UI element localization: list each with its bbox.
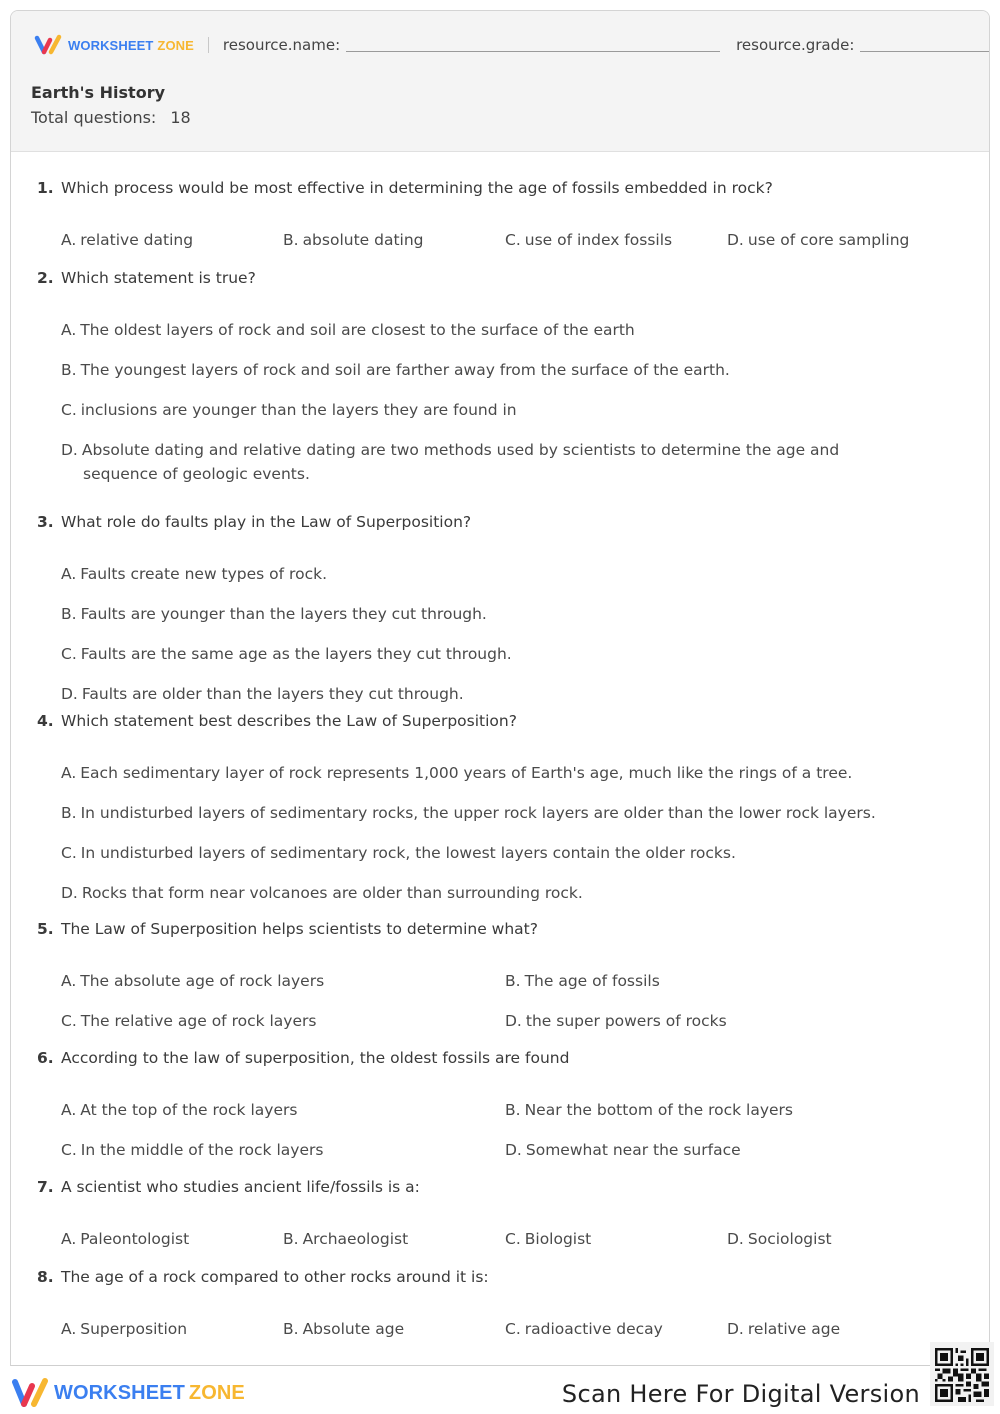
option-letter: C. [61,645,77,663]
option-letter: A. [61,1320,77,1338]
answer-option-c[interactable] [61,1009,316,1033]
answer-option-d[interactable] [505,1009,727,1033]
question-stem [37,1175,977,1199]
answer-option-b[interactable] [61,801,881,825]
question-4 [37,709,977,902]
option-text: the super powers of rocks [525,1012,727,1030]
option-letter: D. [61,884,78,902]
answer-option-b[interactable] [283,1317,404,1341]
answer-option-c[interactable] [505,228,672,252]
question-text: The age of a rock compared to other rocks around it is: [61,1268,489,1286]
answer-option-d[interactable] [727,1227,832,1251]
answer-option-a[interactable] [61,1227,189,1251]
option-letter: B. [61,605,77,623]
question-number: 4. [37,712,54,730]
option-text: In undisturbed layers of sedimentary rock, the lowest layers contain the older rocks. [80,844,736,862]
answer-option-c[interactable] [61,398,881,422]
option-letter: D. [727,1230,744,1248]
question-text: Which process would be most effective in determining the age of fossils embedded in rock? [61,179,773,197]
option-letter: D. [61,441,78,459]
option-letter: A. [61,321,77,339]
option-text: Faults create new types of rock. [80,565,327,583]
answer-option-a[interactable] [61,1098,297,1122]
option-letter: B. [505,1101,521,1119]
question-stem [37,176,977,200]
option-letter: A. [61,565,77,583]
option-text: The age of fossils [524,972,660,990]
option-letter: A. [61,1230,77,1248]
total-questions [31,108,191,127]
question-number: 1. [37,179,54,197]
option-letter: C. [505,1230,521,1248]
question-number: 7. [37,1178,54,1196]
option-letter: C. [61,844,77,862]
worksheet-page [10,10,990,1366]
question-text: According to the law of superposition, the oldest fossils are found [61,1049,570,1067]
question-stem [37,510,977,534]
answer-option-a[interactable] [61,562,881,586]
option-text: relative age [747,1320,841,1338]
option-letter: A. [61,764,77,782]
option-text: Paleontologist [80,1230,190,1248]
answer-option-a[interactable] [61,1317,187,1341]
answer-option-a[interactable] [61,318,881,342]
answer-option-b[interactable] [505,969,660,993]
resource-name-label: resource.name: [222,36,341,54]
option-text: Near the bottom of the rock layers [524,1101,793,1119]
option-letter: C. [61,1012,77,1030]
question-stem [37,266,977,290]
resource-name-field[interactable] [346,38,720,52]
scan-prompt: Scan Here For Digital Version [561,1380,920,1408]
answer-option-d[interactable] [61,438,881,486]
option-text: Archaeologist [302,1230,409,1248]
option-text: relative dating [80,231,194,249]
question-stem [37,1046,977,1070]
answer-option-a[interactable] [61,228,193,252]
question-number: 5. [37,920,54,938]
option-text: Rocks that form near volcanoes are older than surrounding rock. [81,884,583,902]
question-text: What role do faults play in the Law of Superposition? [61,513,472,531]
answer-option-a[interactable] [61,761,881,785]
option-text: The youngest layers of rock and soil are farther away from the surface of the earth. [80,361,730,379]
option-letter: B. [283,1230,299,1248]
answer-option-a[interactable] [61,969,324,993]
footer-logo [10,1376,245,1410]
question-stem [37,917,977,941]
option-letter: C. [505,1320,521,1338]
question-8 [37,1265,977,1338]
option-text: In the middle of the rock layers [80,1141,324,1159]
answer-option-d[interactable] [61,682,881,706]
option-letter: D. [727,231,744,249]
question-number: 3. [37,513,54,531]
option-letter: B. [61,804,77,822]
total-questions-count: 18 [170,108,191,127]
option-text: The absolute age of rock layers [80,972,325,990]
option-letter: D. [727,1320,744,1338]
question-2 [37,266,977,483]
option-letter: D. [505,1012,522,1030]
question-1 [37,176,977,249]
option-letter: B. [283,231,299,249]
question-number: 8. [37,1268,54,1286]
option-text: Absolute dating and relative dating are two methods used by scientists to determine the age and sequence of geologic events. [81,441,840,483]
option-letter: B. [505,972,521,990]
answer-option-d[interactable] [727,1317,840,1341]
question-7 [37,1175,977,1248]
answer-option-c[interactable] [61,1138,323,1162]
qr-code[interactable] [930,1342,994,1406]
option-letter: C. [505,231,521,249]
option-letter: A. [61,1101,77,1119]
question-6 [37,1046,977,1159]
header-divider [208,37,209,53]
answer-option-d[interactable] [505,1138,741,1162]
option-text: At the top of the rock layers [80,1101,298,1119]
question-text: Which statement is true? [61,269,256,287]
total-questions-label: Total questions: [31,108,157,127]
option-text: use of core sampling [747,231,910,249]
brand-row [33,33,989,57]
answer-option-b[interactable] [505,1098,793,1122]
worksheet-zone-logo-icon [10,1376,52,1410]
option-text: The relative age of rock layers [80,1012,317,1030]
answer-option-b[interactable] [61,602,881,626]
option-letter: B. [61,361,77,379]
option-text: Sociologist [747,1230,832,1248]
option-letter: A. [61,231,77,249]
question-text: A scientist who studies ancient life/fossils is a: [61,1178,420,1196]
answer-option-c[interactable] [61,841,881,865]
answer-option-c[interactable] [505,1317,663,1341]
brand-name: WORKSHEET ZONE [68,37,194,53]
answer-option-c[interactable] [505,1227,591,1251]
footer-brand-name: WORKSHEET ZONE [54,1381,245,1404]
resource-grade-field[interactable] [860,38,989,52]
option-letter: C. [61,1141,77,1159]
answer-option-b[interactable] [283,1227,408,1251]
answer-option-b[interactable] [283,228,424,252]
option-text: use of index fossils [524,231,673,249]
option-text: Superposition [80,1320,188,1338]
option-text: radioactive decay [524,1320,663,1338]
option-letter: C. [61,401,77,419]
header-logo [33,34,194,56]
option-letter: D. [61,685,78,703]
worksheet-zone-logo-icon [33,34,65,56]
worksheet-header [11,11,989,152]
question-number: 2. [37,269,54,287]
answer-option-d[interactable] [727,228,909,252]
question-number: 6. [37,1049,54,1067]
worksheet-title: Earth's History [31,83,166,102]
question-stem [37,709,977,733]
option-text: Each sedimentary layer of rock represents 1,000 years of Earth's age, much like the rings of a tree. [80,764,853,782]
option-text: The oldest layers of rock and soil are closest to the surface of the earth [80,321,635,339]
question-5 [37,917,977,1030]
option-letter: B. [283,1320,299,1338]
question-stem [37,1265,977,1289]
option-text: Faults are younger than the layers they cut through. [80,605,487,623]
question-text: Which statement best describes the Law of Superposition? [61,712,517,730]
option-text: Faults are older than the layers they cut through. [81,685,464,703]
qr-code-icon [935,1347,989,1403]
question-text: The Law of Superposition helps scientists to determine what? [61,920,538,938]
option-text: inclusions are younger than the layers they are found in [80,401,517,419]
option-text: absolute dating [302,231,424,249]
answer-option-b[interactable] [61,358,881,382]
resource-grade-label: resource.grade: [736,36,855,54]
question-3 [37,510,977,703]
option-text: Somewhat near the surface [525,1141,741,1159]
answer-option-c[interactable] [61,642,881,666]
option-text: Absolute age [302,1320,405,1338]
option-letter: A. [61,972,77,990]
option-text: Faults are the same age as the layers they cut through. [80,645,512,663]
answer-option-d[interactable] [61,881,881,905]
option-text: In undisturbed layers of sedimentary rocks, the upper rock layers are older than the lower rock layers. [80,804,876,822]
option-text: Biologist [524,1230,592,1248]
option-letter: D. [505,1141,522,1159]
